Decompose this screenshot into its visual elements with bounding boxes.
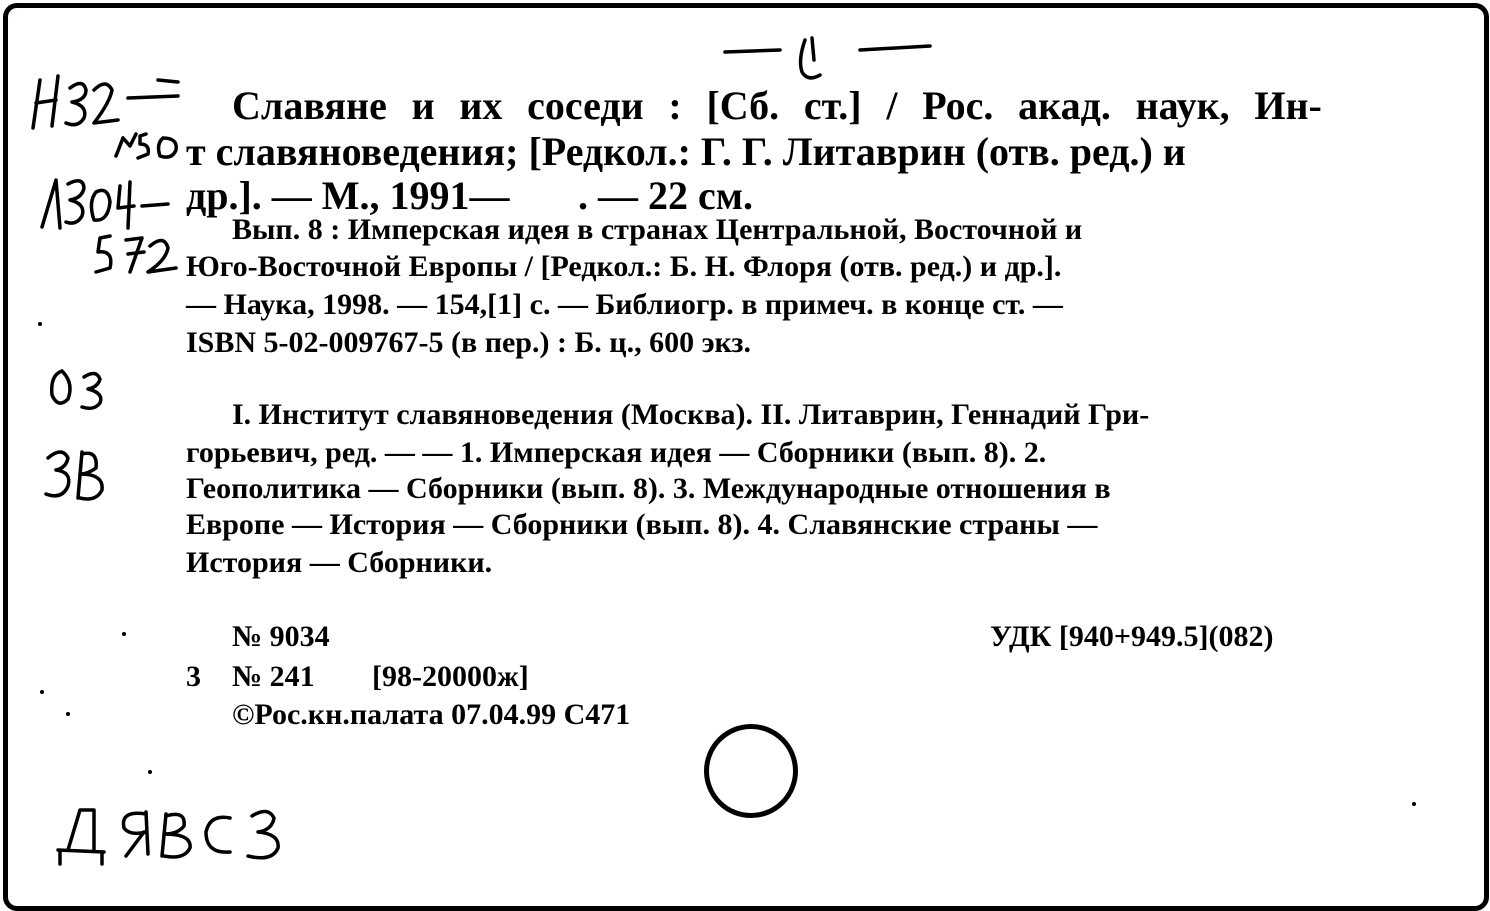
order-code: [98-20000ж] [372,660,529,693]
speck [148,770,152,774]
volume-line-2: Юго-Восточной Европы / [Редкол.: Б. Н. Флоря (отв. ред.) и др.]. [186,250,1062,283]
footer-prefix: 3 [186,660,201,693]
main-entry-line-3b: . — 22 см. [578,173,753,218]
speck [66,712,70,716]
main-entry-line-1: Славяне и их соседи : [Сб. ст.] / Рос. акад. наук, Ин- [232,83,1322,128]
handwritten-top-mark [720,30,940,90]
registration-number: № 241 [232,660,315,693]
tracings-line-2: горьевич, ред. — — 1. Имперская идея — Сборники (вып. 8). 2. [186,436,1047,469]
speck [38,322,42,326]
tracings-line-1: I. Институт славяноведения (Москва). II. Литаврин, Геннадий Гри- [232,398,1150,431]
volume-line-4: ISBN 5-02-009767-5 (в пер.) : Б. ц., 600 экз. [186,326,751,359]
punch-hole [704,724,798,818]
tracings-line-3: Геополитика — Сборники (вып. 8). 3. Международные отношения в [186,472,1111,505]
tracings-line-5: История — Сборники. [186,546,493,579]
copyright-line: ©Рос.кн.палата 07.04.99 С471 [232,698,631,731]
speck [40,690,44,694]
volume-line-1: Вып. 8 : Имперская идея в странах Центральной, Восточной и [232,213,1083,246]
main-entry-line-2: т славяноведения; [Редкол.: Г. Г. Литаврин (отв. ред.) и [186,129,1186,174]
tracings-line-4: Европе — История — Сборники (вып. 8). 4. Славянские страны — [186,508,1098,541]
handwritten-code-2 [38,172,198,282]
handwritten-code-1 [28,68,203,163]
udc-code: УДК [940+949.5](082) [990,620,1274,653]
handwritten-code-4 [38,440,128,510]
card-number: № 9034 [232,620,330,653]
handwritten-bottom [50,790,310,890]
handwritten-code-3 [48,365,118,415]
main-entry-line-3a: др.]. — М., 1991— [186,173,510,218]
speck [122,632,126,636]
volume-line-3: — Наука, 1998. — 154,[1] с. — Библиогр. в примеч. в конце ст. — [186,288,1063,321]
speck [1412,802,1416,806]
